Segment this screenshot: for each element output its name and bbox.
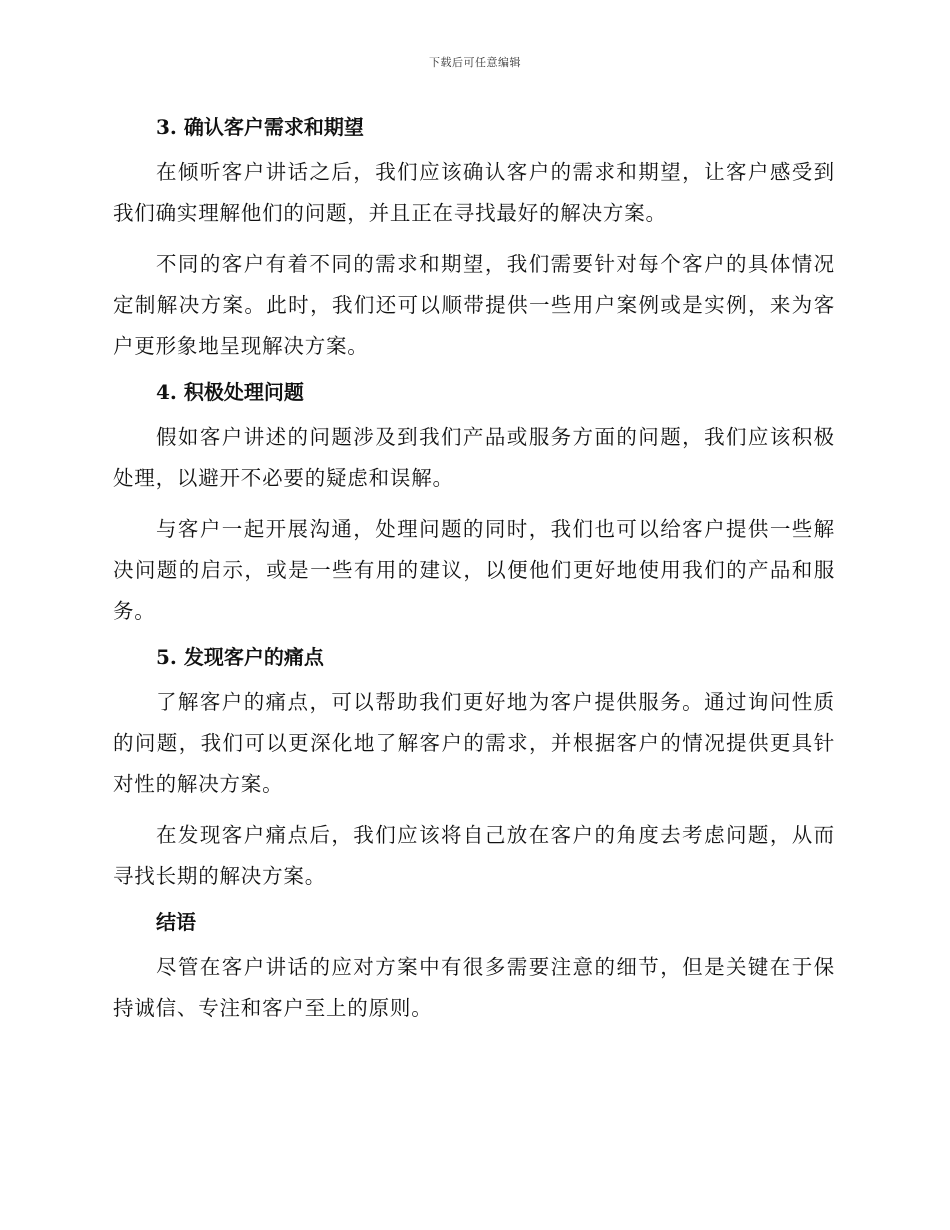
section-5-paragraph-1: 了解客户的痛点，可以帮助我们更好地为客户提供服务。通过询问性质的问题，我们可以更深化地了解客户的需求，并根据客户的情况提供更具针对性的解决方案。 bbox=[113, 690, 835, 796]
section-heading-4: 4. 积极处理问题 bbox=[156, 380, 304, 404]
conclusion-heading: 结语 bbox=[156, 910, 196, 934]
page-header-note: 下载后可任意编辑 bbox=[429, 56, 521, 69]
section-heading-5: 5. 发现客户的痛点 bbox=[156, 645, 324, 669]
section-4-paragraph-2: 与客户一起开展沟通，处理问题的同时，我们也可以给客户提供一些解决问题的启示，或是一些有用的建议，以便他们更好地使用我们的产品和服务。 bbox=[113, 517, 835, 623]
section-5-paragraph-2: 在发现客户痛点后，我们应该将自己放在客户的角度去考虑问题，从而寻找长期的解决方案。 bbox=[113, 823, 835, 888]
section-3-paragraph-2: 不同的客户有着不同的需求和期望，我们需要针对每个客户的具体情况定制解决方案。此时，我们还可以顺带提供一些用户案例或是实例，来为客户更形象地呈现解决方案。 bbox=[113, 252, 835, 358]
section-3-paragraph-1: 在倾听客户讲话之后，我们应该确认客户的需求和期望，让客户感受到我们确实理解他们的问题，并且正在寻找最好的解决方案。 bbox=[113, 160, 835, 225]
section-4-paragraph-1: 假如客户讲述的问题涉及到我们产品或服务方面的问题，我们应该积极处理，以避开不必要的疑虑和误解。 bbox=[113, 425, 835, 490]
section-heading-3: 3. 确认客户需求和期望 bbox=[156, 115, 364, 139]
document-body bbox=[113, 112, 835, 1039]
conclusion-paragraph: 尽管在客户讲话的应对方案中有很多需要注意的细节，但是关键在于保持诚信、专注和客户至上的原则。 bbox=[113, 955, 835, 1020]
